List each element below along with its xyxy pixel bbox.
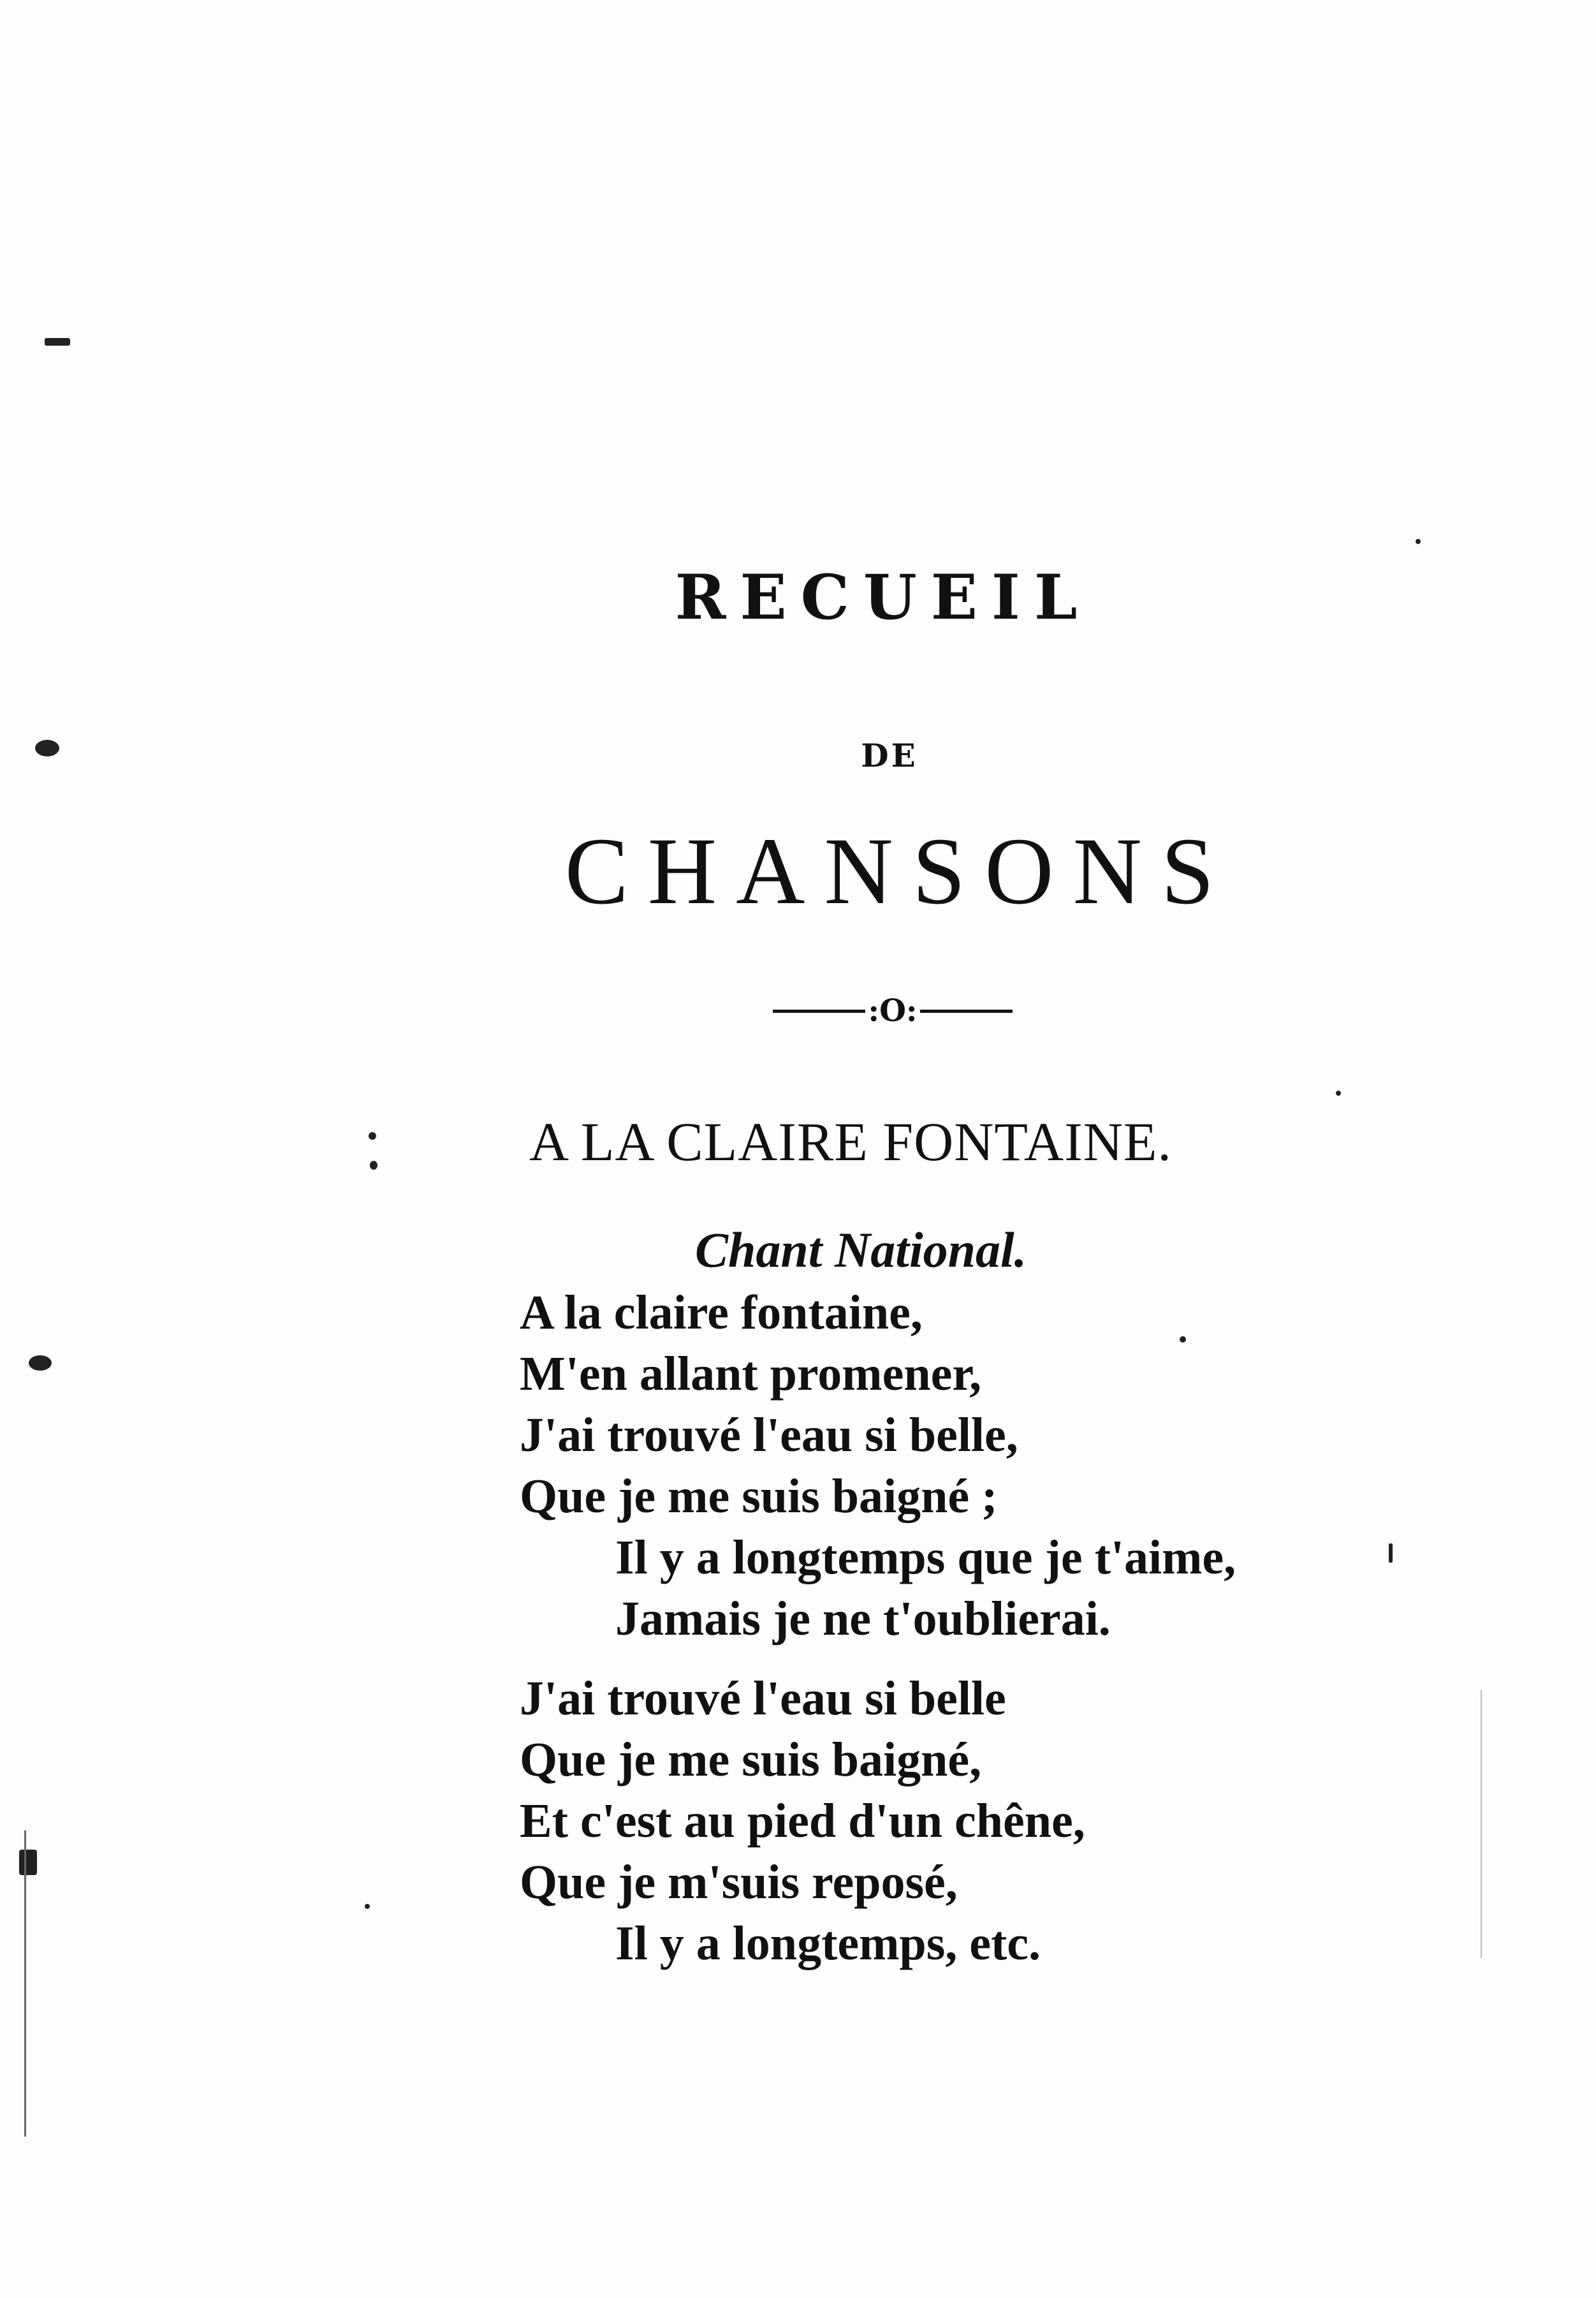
title-chansons: CHANSONS [564, 818, 1234, 924]
page-edge-line [1481, 1690, 1482, 1958]
ink-speck [1389, 1543, 1393, 1563]
verse-line: J'ai trouvé l'eau si belle [520, 1672, 1006, 1725]
ornament-glyph: :O: [868, 993, 918, 1029]
verse-line: M'en allant promener, [520, 1347, 982, 1401]
ink-speck [45, 338, 70, 346]
verse-line: Et c'est au pied d'un chêne, [520, 1794, 1085, 1848]
verse-line: Que je me suis baigné ; [520, 1469, 998, 1523]
page-edge-line [24, 1830, 26, 2137]
verse-2 [520, 1668, 1085, 1974]
ink-speck [19, 1850, 37, 1875]
song-title: A LA CLAIRE FONTAINE. [529, 1111, 1172, 1172]
divider-rule-left [773, 1010, 865, 1013]
verse-line: Que je me suis baigné, [520, 1733, 982, 1786]
refrain-line: Il y a longtemps, etc. [615, 1917, 1041, 1970]
ink-speck [369, 1132, 376, 1140]
refrain-line: Il y a longtemps que je t'aime, [615, 1531, 1236, 1584]
refrain-line: Jamais je ne t'oublierai. [615, 1592, 1111, 1646]
ink-speck [29, 1355, 52, 1371]
verse-line: A la claire fontaine, [520, 1286, 923, 1339]
verse-line: J'ai trouvé l'eau si belle, [520, 1408, 1018, 1462]
song-subtitle: Chant National. [695, 1222, 1027, 1278]
title-recueil: RECUEIL [675, 561, 1092, 633]
ink-speck [1336, 1091, 1341, 1096]
verse-line: Que je m'suis reposé, [520, 1855, 958, 1909]
ink-speck [1416, 539, 1421, 544]
verse-1 [520, 1282, 1236, 1649]
ink-speck [370, 1161, 377, 1170]
ink-speck [365, 1904, 370, 1909]
ornament-divider [759, 985, 1027, 1036]
divider-rule-right [920, 1010, 1013, 1013]
title-de: DE [861, 737, 918, 774]
